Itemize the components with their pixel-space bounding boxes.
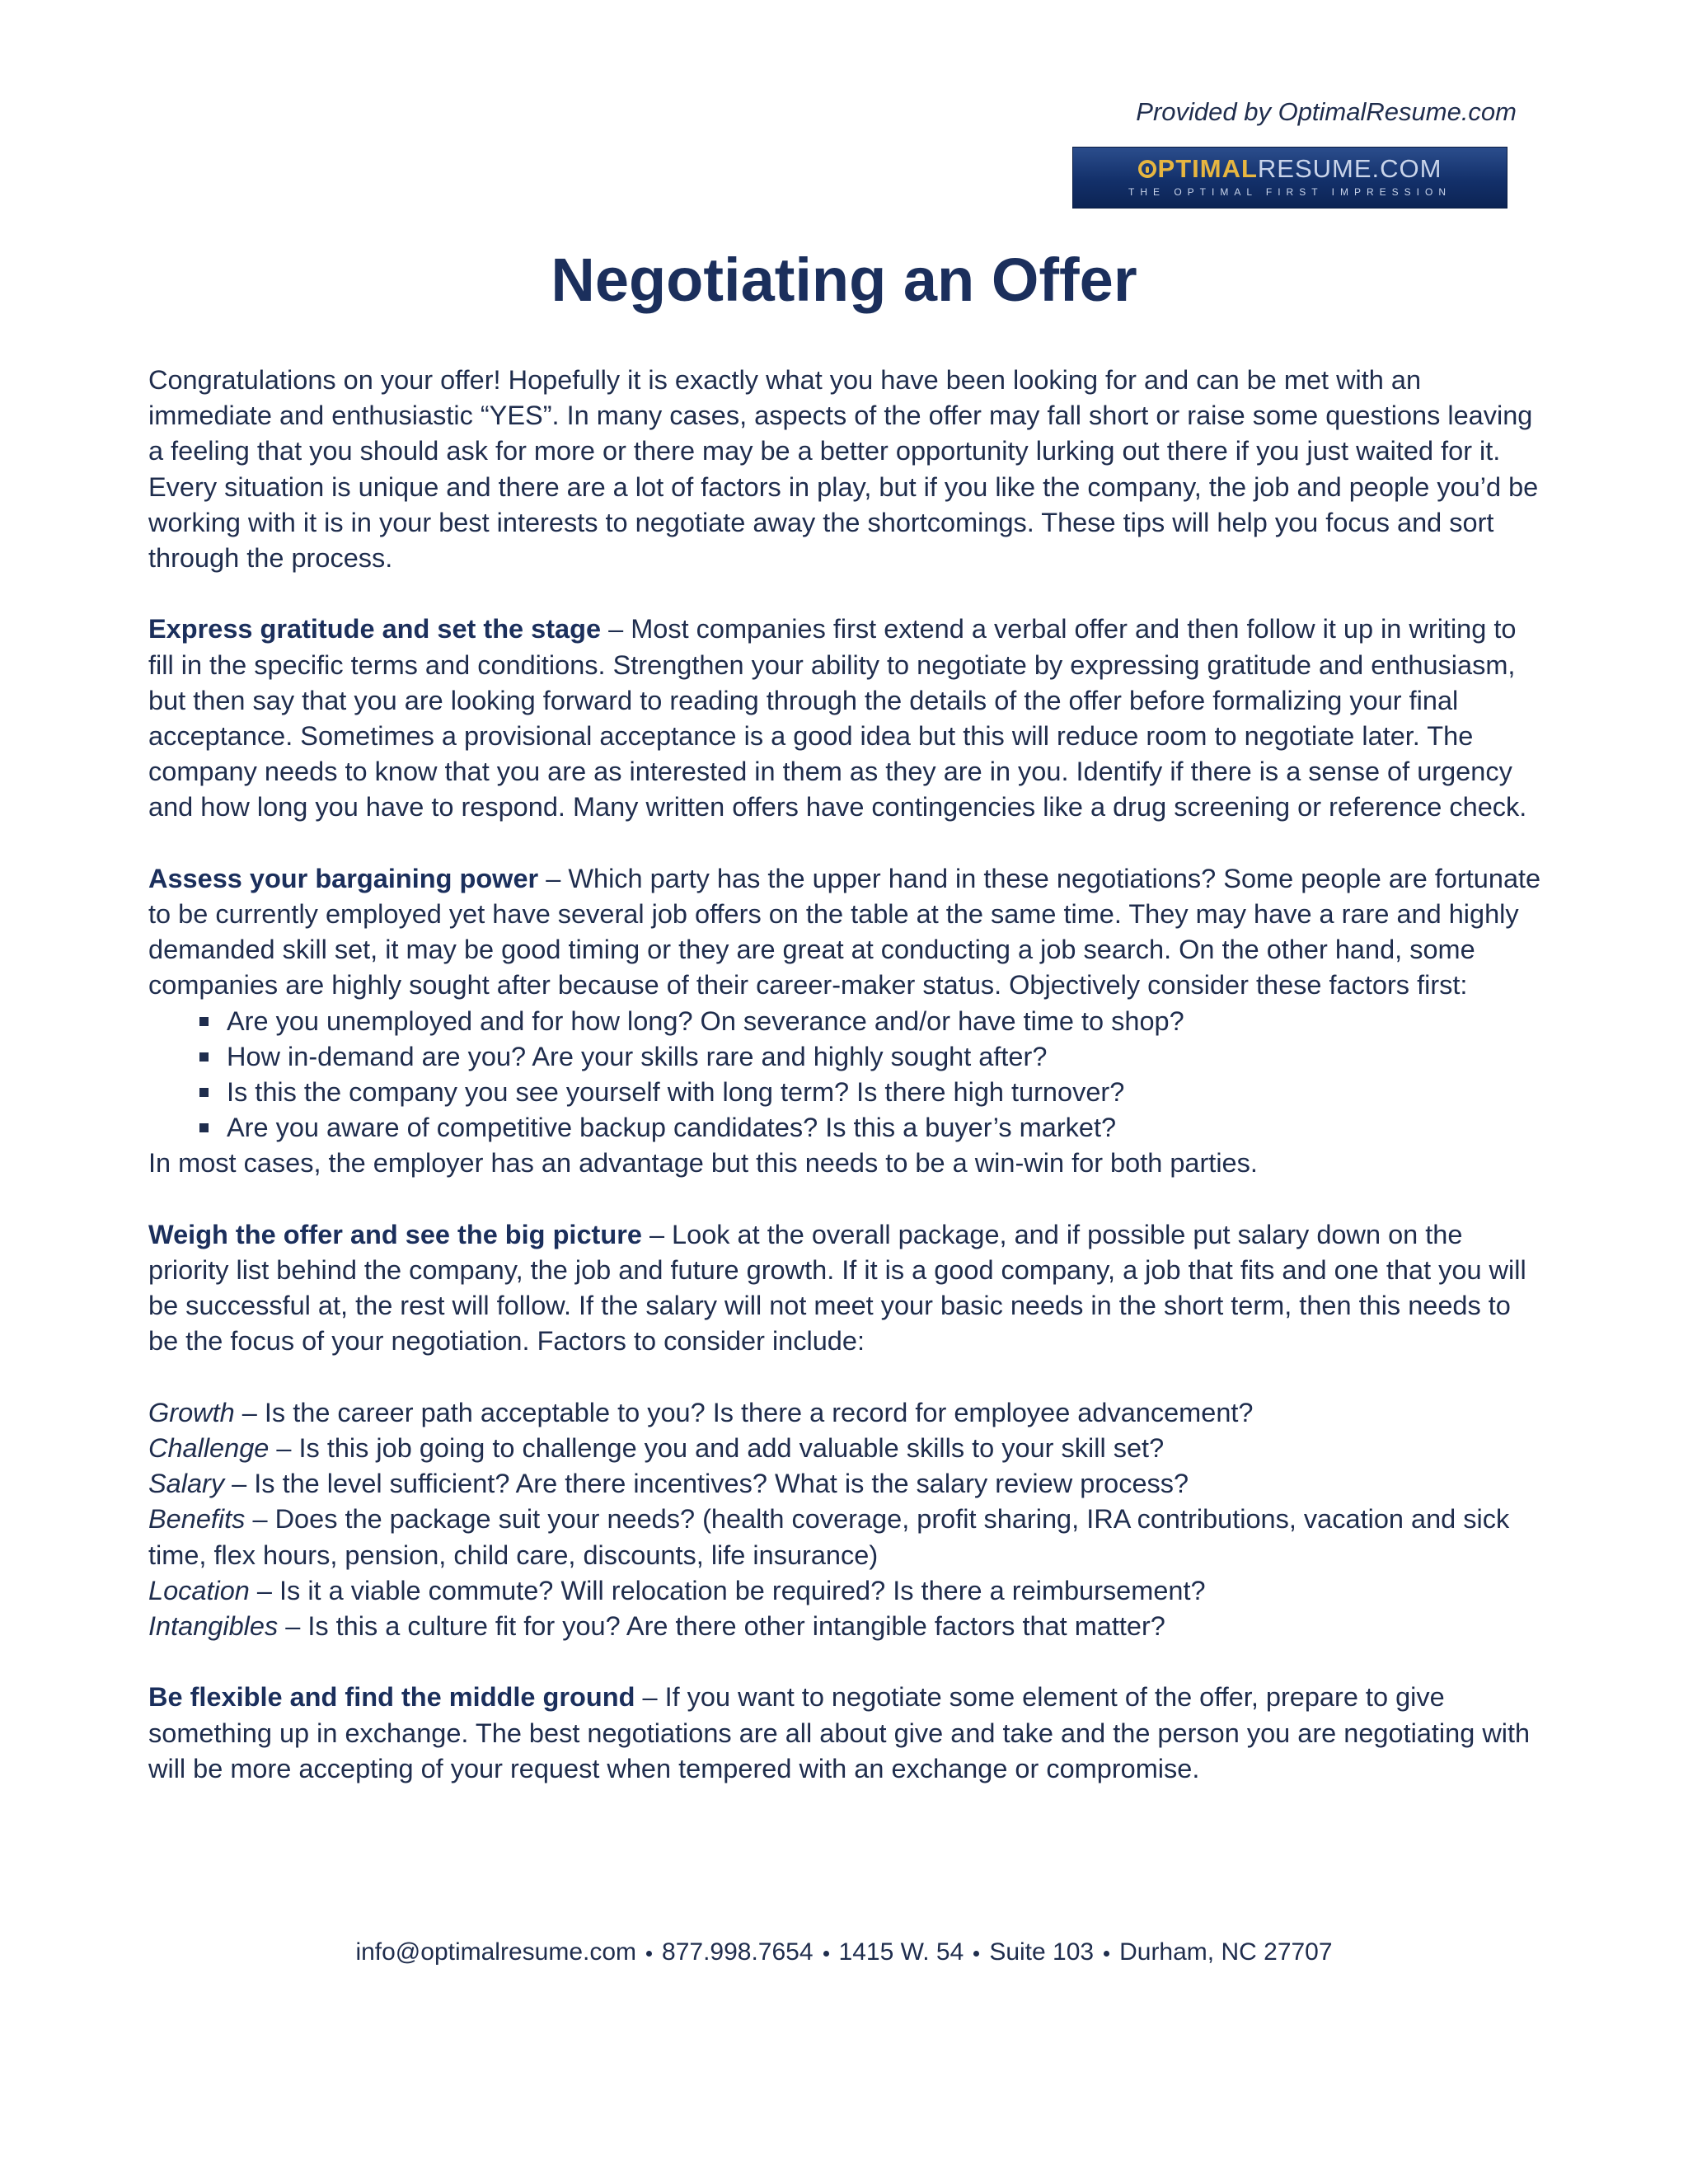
- footer-email: info@optimalresume.com: [355, 1938, 637, 1966]
- section-flexible-body: – If you want to negotiate some element of the offer, prepare to give something up in exchange. The best negotiations are all about give and take and the person you are negotiating with will be more accepting of your request when tempered with an exchange or compromise.: [148, 1682, 1531, 1783]
- optimalresume-logo: [1072, 147, 1507, 209]
- factor-text: – Is this job going to challenge you and add valuable skills to your skill set?: [269, 1433, 1165, 1464]
- factor-challenge: [148, 1431, 1541, 1466]
- list-item: Are you unemployed and for how long? On severance and/or have time to shop?: [148, 1004, 1541, 1039]
- factor-text: – Is the career path acceptable to you? Is there a record for employee advancement?: [234, 1397, 1254, 1427]
- logo-o-icon: [1138, 160, 1156, 178]
- section-gratitude-body: – Most companies first extend a verbal offer and then follow it up in writing to fill in the specific terms and conditions. Strengthen your ability to negotiate by expressing gratitude and enthusiasm, but then say that you are looking forward to reading through the details of the offer before formalizing your final acceptance. Sometimes a provisional acceptance is a good idea but this will reduce room to negotiate later. The company needs to know that you are as interested in them as they are in you. Identify if there is a sense of urgency and how long you have to respond. Many written offers have contingencies like a drug screening or reference check.: [148, 614, 1527, 823]
- bullet-separator-icon: [973, 1951, 979, 1957]
- section-bargaining-body: – Which party has the upper hand in these negotiations? Some people are fortunate to be currently employed yet have several job offers on the table at the same time. They may have a rare and highly demanded skill set, it may be good timing or they are great at conducting a job search. On the other hand, some companies are highly sought after because of their career-maker status. Objectively consider these factors first:: [148, 863, 1541, 1001]
- factor-term: Growth: [148, 1397, 235, 1427]
- section-gratitude: [148, 612, 1541, 825]
- factor-intangibles: [148, 1609, 1541, 1644]
- bullet-separator-icon: [1104, 1951, 1109, 1957]
- footer-street: 1415 W. 54: [838, 1938, 964, 1966]
- factor-benefits: [148, 1502, 1541, 1572]
- section-flexible-heading: Be flexible and find the middle ground: [148, 1682, 635, 1713]
- section-bargaining-heading: Assess your bargaining power: [148, 863, 539, 893]
- factor-term: Location: [148, 1575, 250, 1605]
- factor-text: – Does the package suit your needs? (health coverage, profit sharing, IRA contributions, vacation and sick time, flex hours, pension, child care, discounts, life insurance): [148, 1504, 1510, 1570]
- logo-tagline: THE OPTIMAL FIRST IMPRESSION: [1128, 186, 1452, 198]
- factor-term: Challenge: [148, 1433, 270, 1464]
- section-bargaining: [148, 861, 1541, 1004]
- list-item: Are you aware of competitive backup candidates? Is this a buyer’s market?: [148, 1110, 1541, 1146]
- intro-paragraph: Congratulations on your offer! Hopefully it is exactly what you have been looking for and can be met with an immediate and enthusiastic “YES”. In many cases, aspects of the offer may fall short or raise some questions leaving a feeling that you should ask for more or there may be a better opportunity lurking out there if you just waited for it. Every situation is unique and there are a lot of factors in play, but if you like the company, the job and people you’d be working with it is in your best interests to negotiate away the shortcomings. These tips will help you focus and sort through the process.: [148, 365, 1539, 574]
- bullet-separator-icon: [646, 1951, 652, 1957]
- page-title: Negotiating an Offer: [551, 246, 1137, 314]
- section-weigh-body: – Look at the overall package, and if possible put salary down on the priority list behind the company, the job and future growth. If it is a good company, a job that fits and one that you will be successful at, the rest will follow. If the salary will not meet your basic needs in the short term, then this needs to be the focus of your negotiation. Factors to consider include:: [148, 1219, 1526, 1357]
- footer-suite: Suite 103: [989, 1938, 1095, 1966]
- section-gratitude-heading: Express gratitude and set the stage: [148, 614, 602, 644]
- contact-footer: [0, 1938, 1688, 1966]
- provided-by-text: Provided by OptimalResume.com: [1136, 97, 1517, 126]
- footer-phone: 877.998.7654: [662, 1938, 814, 1966]
- list-item: Is this the company you see yourself with long term? Is there high turnover?: [148, 1075, 1541, 1110]
- footer-city: Durham, NC 27707: [1119, 1938, 1333, 1966]
- section-weigh-heading: Weigh the offer and see the big picture: [148, 1219, 642, 1249]
- list-item: How in-demand are you? Are your skills rare and highly sought after?: [148, 1039, 1541, 1075]
- factor-location: [148, 1573, 1541, 1609]
- bargaining-factor-list: [148, 1004, 1541, 1146]
- bargaining-closing: In most cases, the employer has an advantage but this needs to be a win-win for both parties.: [148, 1148, 1258, 1179]
- factor-text: – Is it a viable commute? Will relocation be required? Is there a reimbursement?: [249, 1575, 1206, 1605]
- factor-text: – Is this a culture fit for you? Are there other intangible factors that matter?: [278, 1611, 1165, 1642]
- logo-wordmark-strong: PTIMAL: [1157, 154, 1258, 183]
- factor-term: Benefits: [148, 1504, 246, 1535]
- bullet-separator-icon: [823, 1951, 829, 1957]
- section-weigh: [148, 1217, 1541, 1360]
- factor-text: – Is the level sufficient? Are there incentives? What is the salary review process?: [224, 1469, 1189, 1499]
- weigh-factor-list: [148, 1395, 1541, 1644]
- factor-term: Intangibles: [148, 1611, 279, 1642]
- factor-term: Salary: [148, 1469, 225, 1499]
- logo-wordmark: [1073, 154, 1507, 184]
- factor-growth: [148, 1395, 1541, 1431]
- logo-wordmark-light: RESUME.COM: [1257, 154, 1442, 183]
- document-body: [148, 363, 1541, 1822]
- factor-salary: [148, 1466, 1541, 1502]
- section-flexible: [148, 1680, 1541, 1787]
